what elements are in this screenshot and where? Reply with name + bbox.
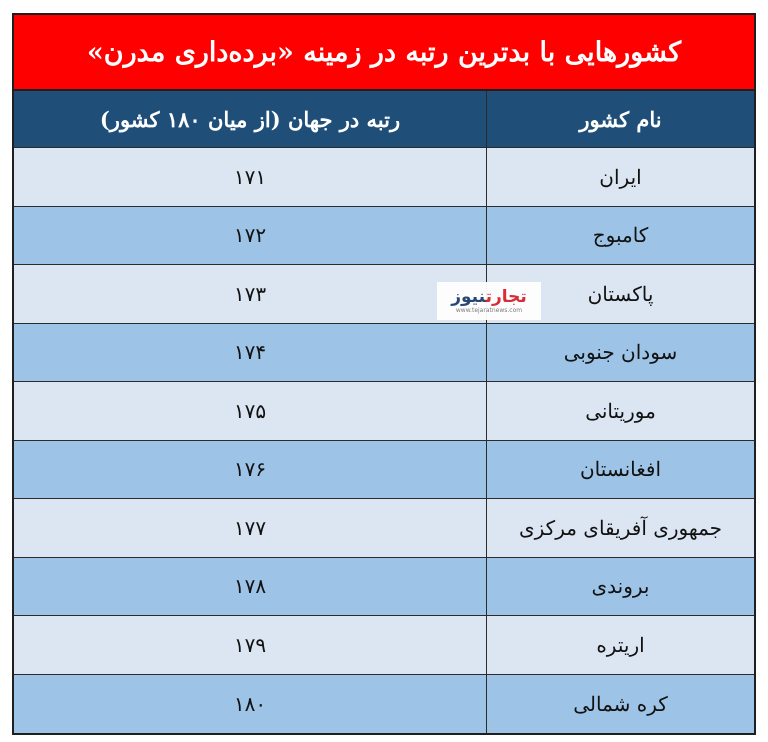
table-row (14, 324, 754, 383)
rank-cell: ۱۷۳ (233, 281, 267, 306)
country-cell: اریتره (486, 616, 754, 674)
table-header-row (14, 91, 754, 148)
rank-cell: ۱۷۴ (233, 340, 267, 365)
table-row (14, 616, 754, 675)
country-cell: پاکستان (486, 265, 754, 323)
rank-cell: ۱۷۲ (233, 223, 267, 248)
table-row (14, 265, 754, 324)
country-cell: کامبوج (486, 207, 754, 265)
country-cell: کره شمالی (486, 675, 754, 734)
watermark-name-part2: نیوز (451, 287, 486, 307)
rank-cell: ۱۷۱ (233, 164, 267, 189)
watermark-url: www.tejaratnews.com (455, 307, 523, 314)
table-row (14, 148, 754, 207)
country-cell: سودان جنوبی (486, 324, 754, 382)
table-row (14, 499, 754, 558)
watermark-name (451, 287, 527, 307)
country-cell: افغانستان (486, 441, 754, 499)
watermark-name-part1: تجارت (485, 287, 527, 307)
rank-cell: ۱۷۸ (233, 574, 267, 599)
country-cell: بروندی (486, 558, 754, 616)
rank-cell: ۱۷۷ (233, 515, 267, 540)
rank-cell: ۱۸۰ (233, 691, 267, 716)
rank-cell: ۱۷۵ (233, 398, 267, 423)
table-row (14, 441, 754, 500)
table-row (14, 382, 754, 441)
header-rank: رتبه در جهان (از میان ۱۸۰ کشور) (99, 106, 401, 132)
country-cell: موریتانی (486, 382, 754, 440)
rank-cell: ۱۷۶ (233, 457, 267, 482)
country-cell: ایران (486, 148, 754, 206)
header-country: نام کشور (486, 91, 754, 147)
table-row (14, 675, 754, 734)
rank-cell: ۱۷۹ (233, 632, 267, 657)
ranking-table (12, 13, 756, 735)
table-row (14, 207, 754, 266)
table-row (14, 558, 754, 617)
table-title: کشورهایی با بدترین رتبه در زمینه «برده‌داری مدرن» (14, 15, 754, 91)
country-cell: جمهوری آفریقای مرکزی (486, 499, 754, 557)
watermark-logo (437, 282, 541, 320)
